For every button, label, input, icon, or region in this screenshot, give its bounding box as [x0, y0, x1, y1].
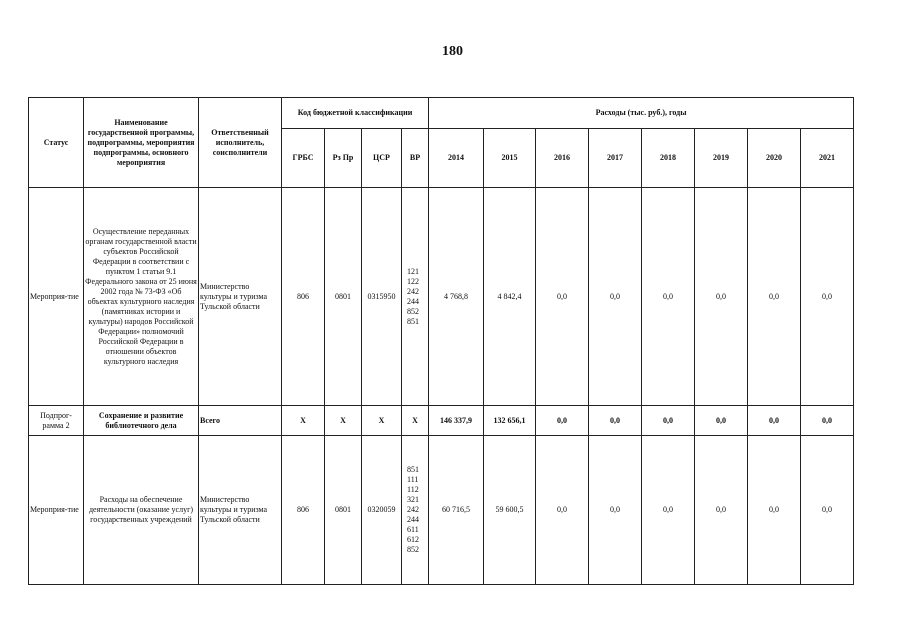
row-csr: 0320059	[362, 436, 402, 585]
table-row	[29, 436, 854, 585]
vr-code: 111	[407, 475, 419, 485]
header-budget-code: Код бюджетной классификации	[282, 98, 429, 129]
row-value: 0,0	[801, 436, 854, 585]
row-vr	[402, 188, 429, 406]
row-value: 0,0	[748, 436, 801, 585]
vr-code: 242	[407, 505, 419, 515]
vr-code: 851	[407, 316, 419, 326]
row-value: 0,0	[695, 406, 748, 436]
row-rzpr: 0801	[325, 436, 362, 585]
header-rzpr: Рз Пр	[325, 129, 362, 188]
row-value: 132 656,1	[484, 406, 536, 436]
row-status: Мероприя-тие	[29, 188, 84, 406]
row-value: 0,0	[589, 436, 642, 585]
row-value: 0,0	[589, 188, 642, 406]
vr-code: 244	[407, 515, 419, 525]
vr-code: 122	[407, 276, 419, 286]
row-vr: X	[402, 406, 429, 436]
header-year: 2019	[695, 129, 748, 188]
header-year: 2014	[429, 129, 484, 188]
table-row	[29, 188, 854, 406]
row-value: 4 842,4	[484, 188, 536, 406]
row-executor: Министерство культуры и туризма Тульской области	[199, 188, 282, 406]
row-executor: Всего	[199, 406, 282, 436]
row-executor: Министерство культуры и туризма Тульской области	[199, 436, 282, 585]
vr-code: 852	[407, 306, 419, 316]
header-name: Наименование государственной программы, подпрограммы, мероприятия подпрограммы, основного мероприятия	[84, 98, 199, 188]
row-value: 0,0	[536, 436, 589, 585]
header-grbs: ГРБС	[282, 129, 325, 188]
header-expenses: Расходы (тыс. руб.), годы	[429, 98, 854, 129]
row-rzpr: 0801	[325, 188, 362, 406]
row-csr: X	[362, 406, 402, 436]
row-status: Мероприя-тие	[29, 436, 84, 585]
row-value: 0,0	[748, 406, 801, 436]
row-value: 0,0	[801, 188, 854, 406]
vr-code: 121	[407, 266, 419, 276]
vr-code: 321	[407, 495, 419, 505]
row-name: Расходы на обеспечение деятельности (оказание услуг) государственных учреждений	[84, 436, 199, 585]
row-grbs: 806	[282, 436, 325, 585]
vr-code: 612	[407, 535, 419, 545]
row-value: 59 600,5	[484, 436, 536, 585]
header-vr: ВР	[402, 129, 429, 188]
vr-code: 611	[407, 525, 419, 535]
row-value: 0,0	[642, 436, 695, 585]
budget-table	[28, 97, 854, 585]
row-grbs: 806	[282, 188, 325, 406]
row-name: Осуществление переданных органам государственной власти субъектов Российской Федерации в соответствии с пунктом 1 статьи 9.1 Федерального закона от 25 июня 2002 года № 73-ФЗ «Об объектах культурного наследия (памятниках истории и культуры) народов Российской Федерации» полномочий Российской Федерации в отношении объектов культурного наследия	[84, 188, 199, 406]
row-value: 4 768,8	[429, 188, 484, 406]
row-value: 0,0	[536, 406, 589, 436]
header-year: 2016	[536, 129, 589, 188]
vr-code: 851	[407, 465, 419, 475]
header-year: 2020	[748, 129, 801, 188]
row-name: Сохранение и развитие библиотечного дела	[84, 406, 199, 436]
page-number: 180	[442, 44, 463, 59]
table-row	[29, 406, 854, 436]
header-executor: Ответственный исполнитель, соисполнители	[199, 98, 282, 188]
row-vr	[402, 436, 429, 585]
row-value: 0,0	[695, 436, 748, 585]
row-status: Подпрог-рамма 2	[29, 406, 84, 436]
row-value: 0,0	[801, 406, 854, 436]
row-rzpr: X	[325, 406, 362, 436]
row-value: 0,0	[642, 188, 695, 406]
vr-code: 242	[407, 286, 419, 296]
header-status: Статус	[29, 98, 84, 188]
vr-code: 244	[407, 296, 419, 306]
vr-code: 852	[407, 545, 419, 555]
row-value: 0,0	[589, 406, 642, 436]
row-value: 60 716,5	[429, 436, 484, 585]
row-value: 0,0	[536, 188, 589, 406]
row-value: 0,0	[695, 188, 748, 406]
row-grbs: X	[282, 406, 325, 436]
row-value: 0,0	[748, 188, 801, 406]
header-year: 2017	[589, 129, 642, 188]
row-csr: 0315950	[362, 188, 402, 406]
row-value: 0,0	[642, 406, 695, 436]
header-year: 2018	[642, 129, 695, 188]
header-year: 2021	[801, 129, 854, 188]
vr-code: 112	[407, 485, 419, 495]
row-value: 146 337,9	[429, 406, 484, 436]
header-csr: ЦСР	[362, 129, 402, 188]
header-year: 2015	[484, 129, 536, 188]
